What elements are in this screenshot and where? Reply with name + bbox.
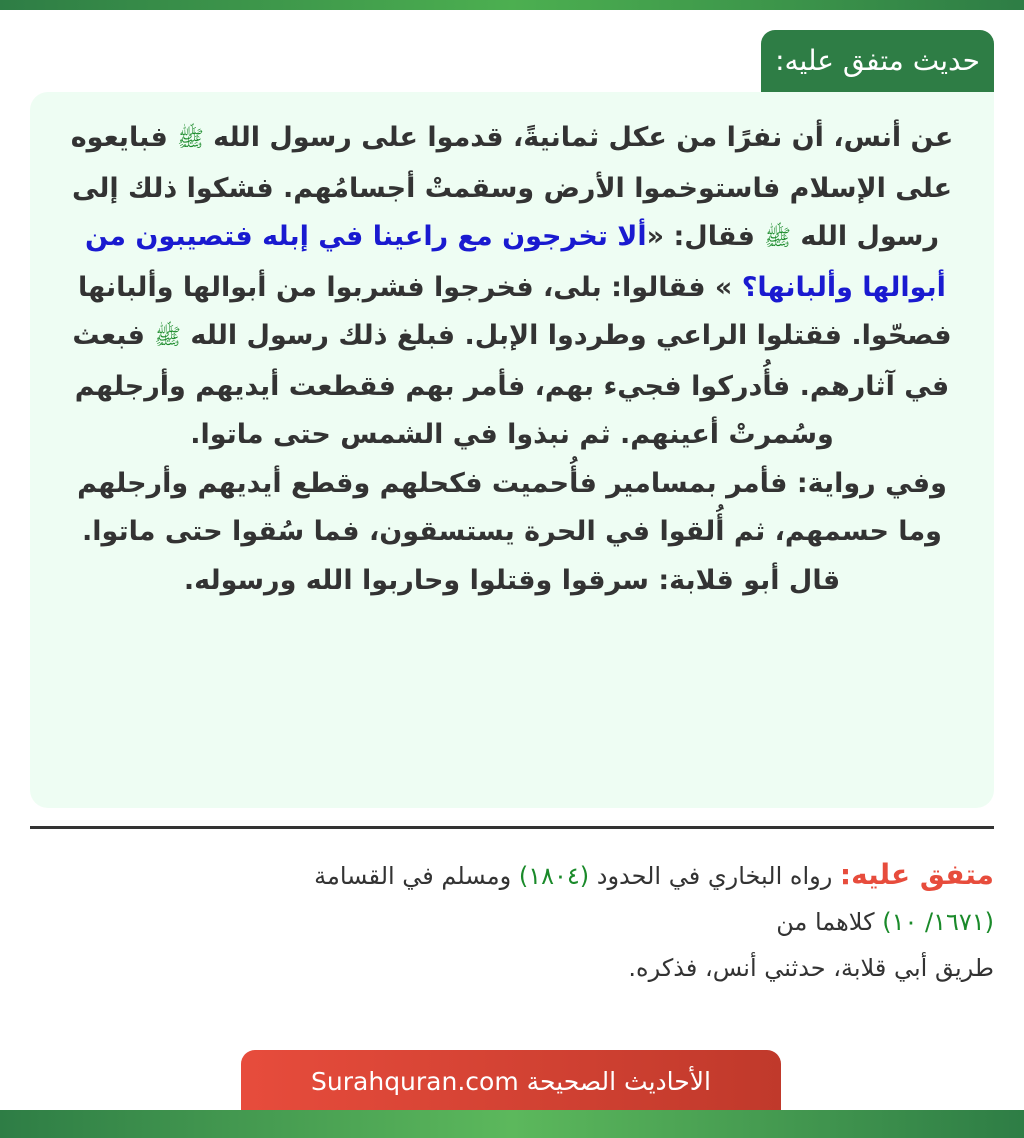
- bukhari-number: (١٨٠٤): [518, 862, 590, 890]
- hadith-body: [62, 114, 962, 460]
- hadith-type-badge: حديث متفق عليه:: [761, 30, 994, 92]
- prophet-quote: ألا تخرجون مع راعينا في إبله فتصيبون من أبوالها وألبانها؟: [84, 221, 946, 303]
- source-text: كلاهما من: [776, 908, 883, 936]
- salawat-icon: ﷺ: [764, 226, 791, 251]
- bottom-decorative-bar: [0, 1110, 1024, 1138]
- hadith-text: فقال: «: [646, 221, 765, 252]
- hadith-line: فشكوا ذلك إلى رسول الله: [71, 172, 940, 252]
- source-text: رواه البخاري في الحدود: [589, 862, 840, 890]
- top-decorative-bar: [0, 0, 1024, 10]
- source-label: متفق عليه:: [839, 858, 994, 891]
- muslim-number: (١٦٧١/ ١٠): [882, 908, 994, 936]
- salawat-icon: ﷺ: [177, 127, 204, 152]
- source-chain: طريق أبي قلابة، حدثني أنس، فذكره.: [628, 954, 994, 982]
- site-badge[interactable]: الأحاديث الصحيحة Surahquran.com: [241, 1050, 781, 1110]
- salawat-icon: ﷺ: [154, 325, 181, 350]
- hadith-text: » فقالوا: بلى، فخرجوا فشربوا من أبوالها وألبانها فصحّوا. فقتلوا الراعي وطردوا الإبل. فبلغ ذلك رسول الله: [78, 271, 952, 351]
- hadith-text-box: [30, 92, 994, 808]
- hadith-line: فبايعوه على الإسلام فاستوخموا الأرض وسقمتْ أجسامُهم.: [70, 122, 953, 204]
- hadith-riwaya: وفي رواية: فأمر بمسامير فأُحميت فكحلهم وقطع أيديهم وأرجلهم وما حسمهم، ثم أُلقوا في الحرة يستسقون، فما سُقوا حتى ماتوا.: [77, 467, 947, 547]
- hadith-line: عن أنس، أن نفرًا من عكل ثمانيةً، قدموا على رسول الله: [203, 122, 954, 153]
- hadith-abu-qilaba: قال أبو قلابة: سرقوا وقتلوا وحاربوا الله ورسوله.: [183, 564, 841, 596]
- hadith-text: فبعث في آثارهم. فأُدركوا فجيء بهم، فأمر بهم فقطعت أيديهم وأرجلهم وسُمرتْ أعينهم. ثم نبذوا في الشمس حتى ماتوا.: [72, 320, 950, 450]
- source-text: ومسلم في القسامة: [314, 862, 519, 890]
- hadith-source: [30, 852, 994, 991]
- section-divider: [30, 826, 994, 829]
